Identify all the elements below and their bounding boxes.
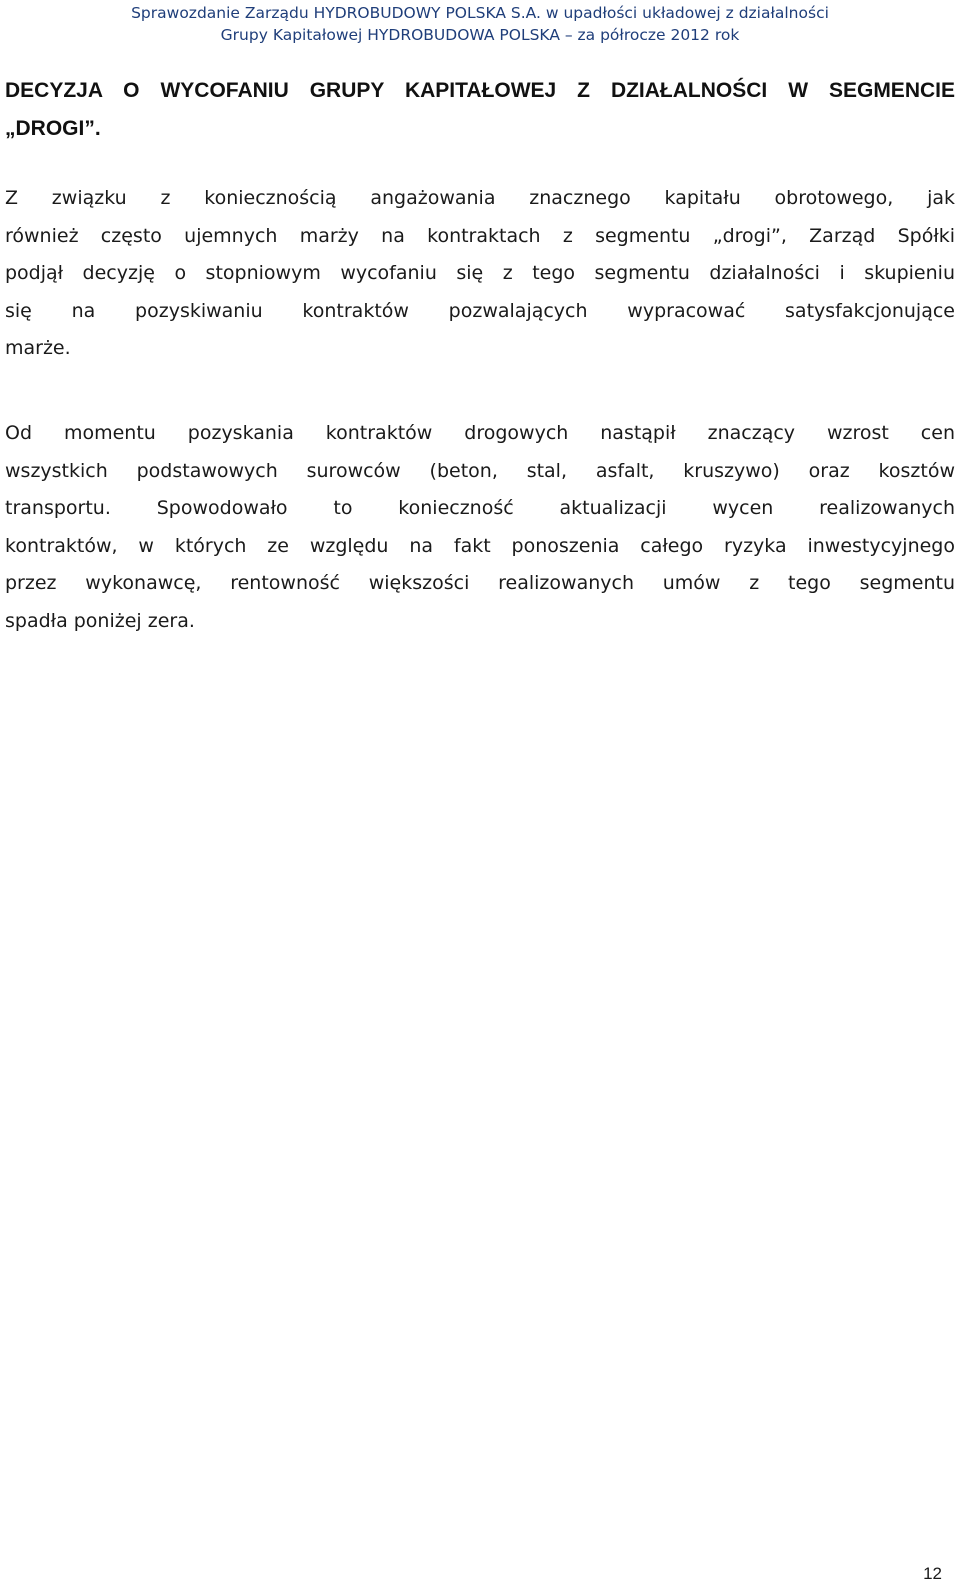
paragraph-line: marże. <box>5 337 71 359</box>
paragraph-cost-increase <box>5 415 955 640</box>
section-heading-line-2: „DROGI”. <box>5 117 101 140</box>
paragraph-line: Od momentu pozyskania kontraktów drogowych nastąpił znaczący wzrost cen <box>5 422 955 444</box>
paragraph-line: również często ujemnych marży na kontraktach z segmentu „drogi”, Zarząd Spółki <box>5 224 955 247</box>
running-header-line-1: Sprawozdanie Zarządu HYDROBUDOWY POLSKA S.A. w upadłości układowej z działalności <box>131 4 829 22</box>
section-heading <box>5 72 955 148</box>
paragraph-line: transportu. Spowodowało to konieczność aktualizacji wycen realizowanych <box>5 497 955 519</box>
running-header-line-2: Grupy Kapitałowej HYDROBUDOWA POLSKA – za półrocze 2012 rok <box>220 26 740 44</box>
paragraph-line: się na pozyskiwaniu kontraktów pozwalających wypracować satysfakcjonujące <box>5 299 955 322</box>
paragraph-line: kontraktów, w których ze względu na fakt ponoszenia całego ryzyka inwestycyjnego <box>5 534 955 557</box>
paragraph-line: przez wykonawcę, rentowność większości realizowanych umów z tego segmentu <box>5 572 955 594</box>
paragraph-line: podjął decyzję o stopniowym wycofaniu się z tego segmentu działalności i skupieniu <box>5 262 955 284</box>
paragraph-withdrawal-decision <box>5 180 955 368</box>
paragraph-line: spadła poniżej zera. <box>5 609 195 632</box>
section-heading-line-1: DECYZJA O WYCOFANIU GRUPY KAPITAŁOWEJ Z DZIAŁALNOŚCI W SEGMENCIE <box>5 79 955 102</box>
page-number: 12 <box>923 1564 942 1583</box>
running-header <box>0 2 960 46</box>
paragraph-line: wszystkich podstawowych surowców (beton, stal, asfalt, kruszywo) oraz kosztów <box>5 459 955 482</box>
paragraph-line: Z związku z koniecznością angażowania znacznego kapitału obrotowego, jak <box>5 187 955 209</box>
